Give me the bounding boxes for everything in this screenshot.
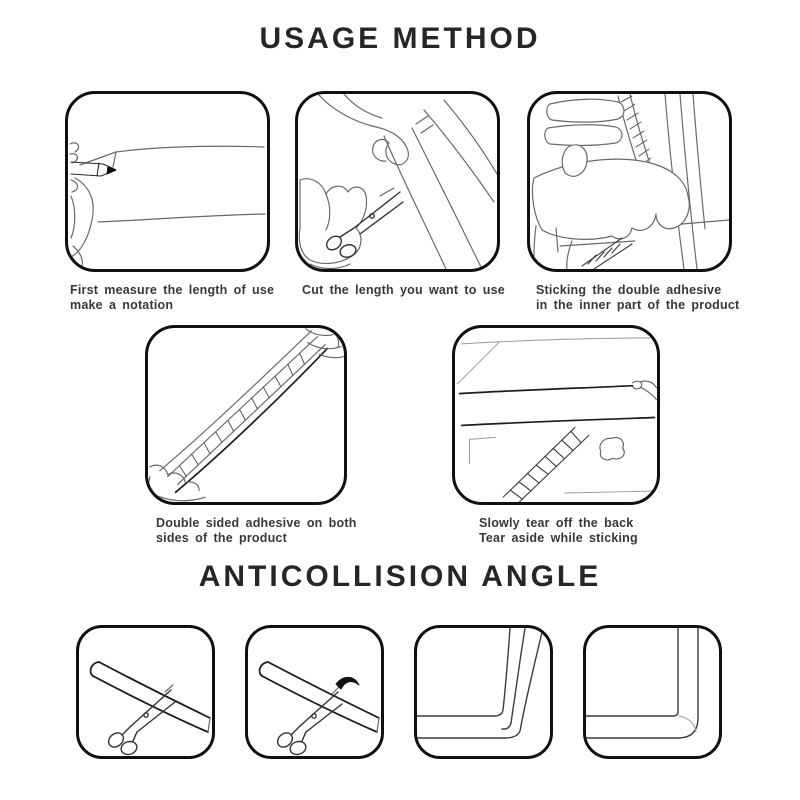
scissors-cut-strip-illustration (79, 628, 212, 756)
caption-cut (302, 283, 505, 298)
caption-line: make a notation (70, 298, 174, 312)
installed-corner-guard-illustration (586, 628, 719, 756)
caption-line: Slowly tear off the back (479, 516, 634, 530)
double-sided-tape-illustration (148, 328, 344, 502)
panel-cut-length (295, 91, 500, 272)
folded-angle-illustration (417, 628, 550, 756)
panel-tear-backing (452, 325, 660, 505)
panel-corner-angle-installed (583, 625, 722, 759)
caption-tape (156, 516, 357, 546)
anticollision-angle-title: ANTICOLLISION ANGLE (198, 560, 602, 593)
tear-backing-illustration (455, 328, 657, 502)
caption-stick (536, 283, 739, 313)
scissors-notch-illustration (248, 628, 381, 756)
caption-line: sides of the product (156, 531, 287, 545)
usage-method-title: USAGE METHOD (259, 22, 541, 55)
cutting-with-scissors-illustration (298, 94, 497, 269)
caption-line: Sticking the double adhesive (536, 283, 722, 297)
panel-cut-strip (76, 625, 215, 759)
hand-marking-with-pencil-illustration (68, 94, 267, 269)
caption-line: Cut the length you want to use (302, 283, 505, 297)
caption-line: Tear aside while sticking (479, 531, 638, 545)
caption-measure (70, 283, 274, 313)
pressing-adhesive-illustration (530, 94, 729, 269)
caption-line: in the inner part of the product (536, 298, 740, 312)
panel-cut-notch (245, 625, 384, 759)
panel-double-sided-adhesive (145, 325, 347, 505)
panel-stick-adhesive (527, 91, 732, 272)
panel-measure-length (65, 91, 270, 272)
caption-line: Double sided adhesive on both (156, 516, 357, 530)
panel-corner-angle-folded (414, 625, 553, 759)
caption-line: First measure the length of use (70, 283, 275, 297)
caption-tear (479, 516, 638, 546)
